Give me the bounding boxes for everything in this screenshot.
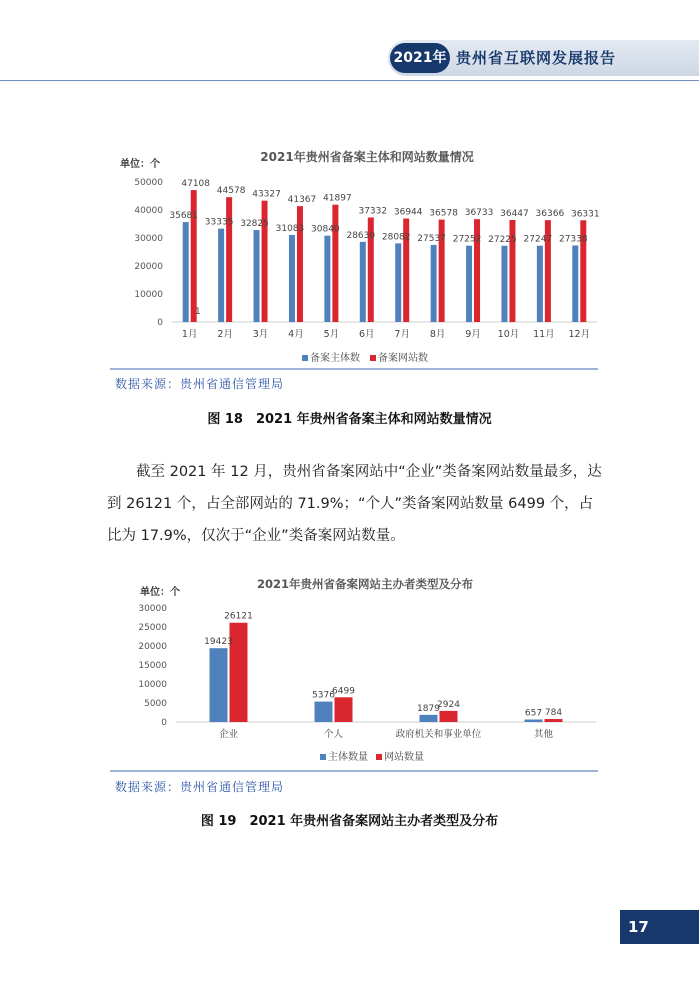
chart1-data-label: 27252 <box>452 234 482 245</box>
chart2-bar-sites <box>545 719 563 722</box>
chart2-legend-label-1: 网站数量 <box>384 752 424 763</box>
chart2-bar-subjects <box>210 648 228 722</box>
header-divider <box>0 80 699 81</box>
chart1-data-label: 41897 <box>323 193 352 204</box>
chart1-bar-subjects <box>572 245 578 322</box>
chart2-bar-sites <box>335 697 353 722</box>
chart1-bar-subjects <box>324 236 330 322</box>
chart1-legend <box>302 351 428 364</box>
chart1-x-tick-label: 3月 <box>252 329 269 340</box>
chart1-bar-subjects <box>395 243 401 322</box>
chart1-data-label: 36944 <box>393 207 423 218</box>
chart1-x-tick-label: 7月 <box>394 329 410 340</box>
chart2-y-tick-label: 15000 <box>138 661 167 671</box>
chart1-bar-subjects <box>289 235 295 322</box>
chart2-y-tick-label: 10000 <box>138 680 167 690</box>
chart2-data-label: 1879 <box>417 703 440 714</box>
chart2-x-tick-label: 其他 <box>533 729 554 740</box>
chart1-bar-sites <box>226 197 232 322</box>
chart1-data-label: 36331 <box>570 209 600 220</box>
chart2-data-label: 2924 <box>437 699 460 710</box>
chart1-annotation-1: 1 <box>195 307 201 317</box>
page-number: 17 <box>620 910 699 944</box>
chart-sponsor-types <box>0 568 699 768</box>
chart1-data-label: 30840 <box>311 224 340 235</box>
chart1-data-label: 37332 <box>358 206 388 217</box>
chart1-data-label: 36578 <box>429 208 458 219</box>
chart2-data-label: 657 <box>524 708 543 719</box>
chart1-legend-label-0: 备案主体数 <box>310 353 360 364</box>
chart2-bar-sites <box>440 711 458 722</box>
chart2-y-tick-label: 25000 <box>138 623 167 633</box>
chart2-bar-subjects <box>315 702 333 722</box>
chart1-x-tick-label: 12月 <box>568 329 591 340</box>
chart1-y-tick-label: 20000 <box>134 262 163 272</box>
chart1-bar-subjects <box>431 245 437 322</box>
chart1-bar-subjects <box>501 246 507 322</box>
chart1-data-label: 36733 <box>464 208 494 219</box>
chart1-legend-label-1: 备案网站数 <box>378 353 428 364</box>
chart1-y-tick-label: 0 <box>157 318 163 328</box>
header-title: 贵州省互联网发展报告 <box>456 49 617 67</box>
chart1-data-label: 33335 <box>204 217 234 228</box>
chart2-bar-subjects <box>420 715 438 722</box>
chart1-data-label: 36366 <box>535 209 565 220</box>
chart1-data-label: 27537 <box>417 233 446 244</box>
chart1-bar-subjects <box>218 229 224 322</box>
body-paragraph <box>107 456 603 552</box>
chart1-data-label: 41367 <box>287 195 317 206</box>
chart1-data-label: 35681 <box>169 211 199 222</box>
chart1-y-tick-label: 10000 <box>134 290 163 300</box>
chart1-bar-subjects <box>183 222 189 322</box>
chart1-unit-label: 单位：个 <box>120 159 160 170</box>
source2-divider <box>110 770 598 772</box>
chart1-x-tick-label: 10月 <box>497 329 520 340</box>
chart1-data-label: 27338 <box>558 234 588 245</box>
chart2-y-tick-label: 0 <box>161 718 167 728</box>
chart1-bar-subjects <box>466 246 472 322</box>
chart2-title: 2021年贵州省备案网站主办者类型及分布 <box>256 577 474 591</box>
chart1-bar-sites <box>332 205 338 322</box>
chart2-y-tick-label: 30000 <box>138 604 167 614</box>
chart1-title: 2021年贵州省备案主体和网站数量情况 <box>260 150 474 164</box>
source1-divider <box>110 368 598 370</box>
chart1-data-label: 28630 <box>346 230 376 241</box>
chart2-data-label: 784 <box>544 708 563 719</box>
source1: 数据来源：贵州省通信管理局 <box>115 377 285 391</box>
chart2-legend-swatch-1 <box>376 754 382 760</box>
chart1-data-label: 28082 <box>381 232 411 243</box>
chart2-bar-subjects <box>525 720 543 722</box>
chart2-data-label: 6499 <box>332 686 355 697</box>
chart2-legend <box>320 750 424 763</box>
chart2-unit-label: 单位：个 <box>140 587 180 598</box>
chart1-bar-subjects <box>254 230 260 322</box>
chart1-x-tick-label: 8月 <box>429 329 446 340</box>
chart1-legend-swatch-0 <box>302 355 308 361</box>
chart1-data-label: 36447 <box>500 208 529 219</box>
chart1-y-tick-label: 30000 <box>134 234 163 244</box>
chart1-bar-sites <box>191 190 197 322</box>
figure18-caption: 图 18 2021 年贵州省备案主体和网站数量情况 <box>207 412 492 427</box>
chart1-legend-swatch-1 <box>370 355 376 361</box>
chart1-y-tick-label: 50000 <box>134 178 163 188</box>
chart1-x-tick-label: 6月 <box>359 329 375 340</box>
chart2-legend-swatch-0 <box>320 754 326 760</box>
chart1-x-tick-label: 2月 <box>217 329 233 340</box>
chart1-data-label: 44578 <box>216 186 246 197</box>
source2: 数据来源：贵州省通信管理局 <box>115 780 285 794</box>
chart1-x-tick-label: 11月 <box>533 329 555 340</box>
chart2-y-tick-label: 20000 <box>138 642 167 652</box>
chart2-x-tick-label: 个人 <box>323 729 344 740</box>
header-year: 2021年 <box>390 43 450 73</box>
chart1-data-label: 32825 <box>240 219 269 230</box>
chart1-x-tick-label: 5月 <box>323 329 340 340</box>
chart-monthly-filings <box>0 140 699 370</box>
chart2-y-tick-label: 5000 <box>144 699 167 709</box>
figure19-caption: 图 19 2021 年贵州省备案网站主办者类型及分布 <box>200 814 499 829</box>
chart1-data-label: 43327 <box>252 189 281 200</box>
chart1-data-label: 47108 <box>181 179 211 190</box>
chart1-data-label: 31083 <box>275 223 305 234</box>
chart2-legend-label-0: 主体数量 <box>328 752 368 763</box>
chart1-bar-subjects <box>537 246 543 322</box>
chart2-x-tick-label: 政府机关和事业单位 <box>395 729 482 740</box>
chart1-x-tick-label: 4月 <box>288 329 304 340</box>
chart1-x-tick-label: 1月 <box>181 329 198 340</box>
chart1-bar-subjects <box>360 242 366 322</box>
chart2-x-tick-label: 企业 <box>218 729 239 740</box>
body-paragraph-text: 截至 2021 年 12 月，贵州省备案网站中“企业”类备案网站数量最多，达到 26121 个，占全部网站的 71.9%；“个人”类备案网站数量 6499 个，占比为 17.9%，仅次于“企业”类备案网站数量。 <box>107 464 602 544</box>
chart2-data-label: 19423 <box>204 637 233 648</box>
chart1-y-tick-label: 40000 <box>134 206 163 216</box>
chart1-data-label: 27247 <box>523 234 553 245</box>
chart1-x-tick-label: 9月 <box>465 329 481 340</box>
chart1-data-label: 27225 <box>488 234 517 245</box>
chart2-data-label: 26121 <box>224 611 253 622</box>
chart2-data-label: 5376 <box>312 690 335 701</box>
